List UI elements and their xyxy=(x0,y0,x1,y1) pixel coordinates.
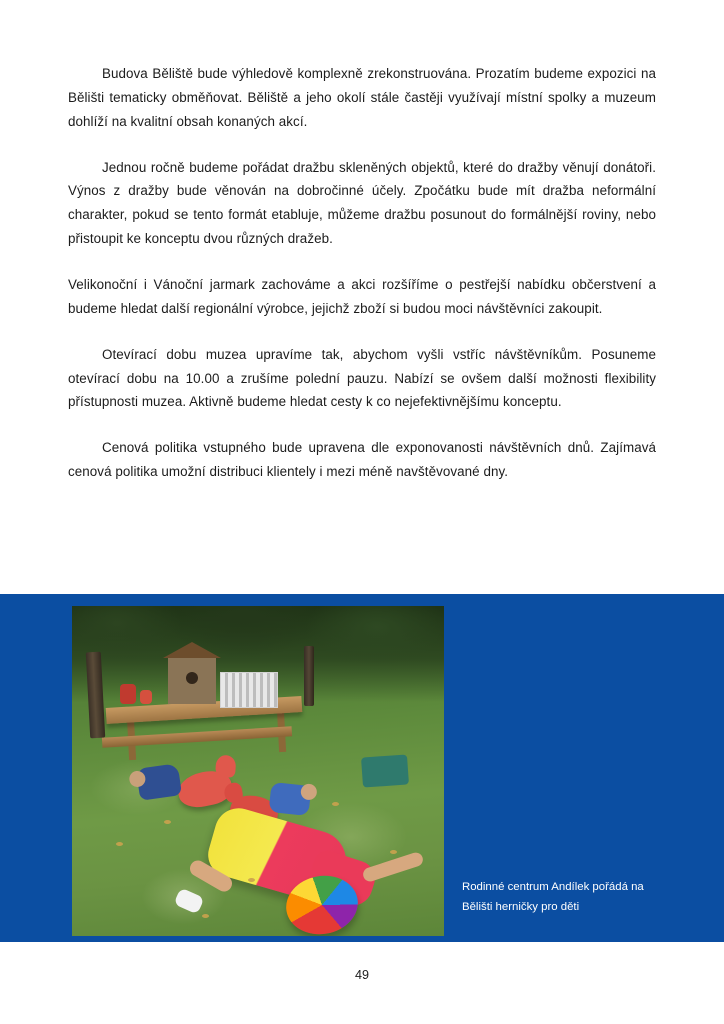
fallen-leaf xyxy=(116,842,123,846)
child-shoe xyxy=(173,887,204,914)
photo-background xyxy=(72,606,444,936)
red-object-b xyxy=(140,690,152,704)
birdhouse-model xyxy=(168,656,216,704)
page-number: 49 xyxy=(354,968,369,982)
child-kneeling-left xyxy=(136,763,182,801)
figure-caption-line-2: Bělišti herničky pro děti xyxy=(462,900,580,913)
child-kneeling-right xyxy=(269,782,312,816)
paragraph-2: Jednou ročně budeme pořádat dražbu skleněných objektů, které do dražby věnují donátoři. Výnos z dražby bude věnován na dobročinné účely. Zpočátku bude mít dražba neformální charakter, pokud se tento formát etabluje, můžeme dražbu posunout do formálnější roviny, nebo přistoupit ke konceptu dvou různých dražeb. xyxy=(68,159,656,247)
paragraph-1: Budova Běliště bude výhledově komplexně zrekonstruována. Prozatím budeme expozici na Bělišti tematicky obměňovat. Běliště a jeho okolí stále častěji využívají místní spolky a muzeum dohlíží na kvalitní obsah konaných akcí. xyxy=(68,66,656,129)
figure-caption xyxy=(462,878,686,918)
fallen-leaf xyxy=(202,914,209,918)
fallen-leaf xyxy=(248,878,255,882)
fallen-leaf xyxy=(390,850,397,854)
red-object-a xyxy=(120,684,136,704)
fallen-leaf xyxy=(164,820,171,824)
paragraph-3: Velikonoční i Vánoční jarmark zachováme a akci rozšíříme o pestřejší nabídku občerstvení a budeme hledat další regionální výrobce, jejichž zboží si budou moci návštěvníci zakoupit. xyxy=(68,277,656,316)
green-container xyxy=(361,754,409,787)
white-crate xyxy=(220,672,278,708)
paragraph-5: Cenová politika vstupného bude upravena dle exponovanosti návštěvních dnů. Zajímavá cenová politika umožní distribuci klientely i mezi méně navštěvované dny. xyxy=(68,440,656,480)
body-text xyxy=(68,62,656,484)
fallen-leaf xyxy=(332,802,339,806)
paragraph-4: Otevírací dobu muzea upravíme tak, abychom vyšli vstříc návštěvníkům. Posuneme otevírací dobu na 10.00 a zrušíme polední pauzu. Nabízí se ovšem další možnosti flexibility přístupnosti muzea. Aktivně budeme hledat cesty k co nejefektivnějšímu konceptu. xyxy=(68,346,656,410)
child-arm xyxy=(361,851,424,883)
figure-photo xyxy=(72,606,444,936)
figure-caption-line-1: Rodinné centrum Andílek pořádá na xyxy=(462,881,644,893)
tree-trunk-secondary xyxy=(304,646,314,706)
